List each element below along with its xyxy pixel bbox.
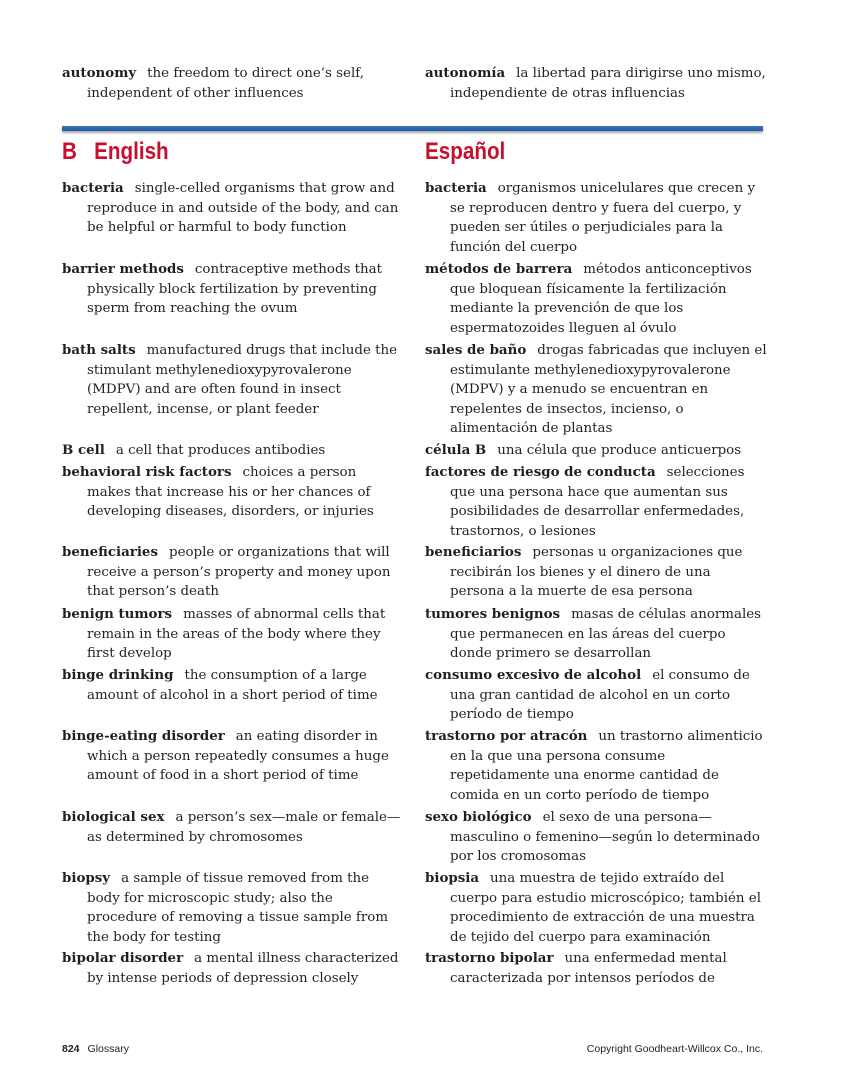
glossary-entry <box>425 605 767 664</box>
glossary-entry <box>62 341 404 419</box>
glossary-definition: un trastorno alimenticio en la que una persona consume repetidamente una enorme cantidad de comida en un corto período de tiempo <box>450 729 763 803</box>
glossary-entry <box>62 666 404 705</box>
glossary-definition: manufactured drugs that include the stimulant methylenedioxypyrovalerone (MDPV) and are often found in insect repellent, incense, or plant feeder <box>87 343 398 417</box>
glossary-definition: métodos anticonceptivos que bloquean físicamente la fertilización mediante la prevención de que los espermatozoides lleguen al óvulo <box>450 262 752 336</box>
glossary-entry <box>62 605 404 664</box>
glossary-term: behavioral risk factors <box>62 464 232 480</box>
glossary-entry <box>425 949 767 988</box>
glossary-term: consumo excesivo de alcohol <box>425 667 642 683</box>
glossary-term: tumores benignos <box>425 606 561 622</box>
page-footer-left <box>62 1043 129 1055</box>
glossary-entry <box>425 543 767 602</box>
glossary-entry <box>62 869 404 947</box>
glossary-term: binge drinking <box>62 667 174 683</box>
glossary-definition: an eating disorder in which a person repeatedly consumes a huge amount of food in a short period of time <box>87 729 389 783</box>
glossary-term: factores de riesgo de conducta <box>425 464 656 480</box>
glossary-definition: people or organizations that will receive a person’s property and money upon that person’s death <box>87 545 391 599</box>
glossary-entry <box>425 666 767 725</box>
glossary-definition: the freedom to direct one’s self, independent of other influences <box>87 66 364 101</box>
glossary-definition: a cell that produces antibodies <box>115 443 326 458</box>
glossary-definition: the consumption of a large amount of alcohol in a short period of time <box>87 668 378 703</box>
glossary-entry <box>425 463 767 541</box>
glossary-term: célula B <box>425 442 487 458</box>
glossary-entry <box>62 949 404 988</box>
glossary-term: sexo biológico <box>425 809 532 825</box>
glossary-entry <box>62 260 404 319</box>
copyright-notice: Copyright Goodheart-Willcox Co., Inc. <box>586 1043 763 1055</box>
section-heading-english <box>62 138 169 166</box>
glossary-definition: choices a person makes that increase his or her chances of developing diseases, disorders, or injuries <box>87 465 374 519</box>
glossary-definition: una muestra de tejido extraído del cuerpo para estudio microscópico; también el procedimiento de extracción de una muestra de tejido del cuerpo para examinación <box>450 871 761 945</box>
section-heading-spanish <box>425 138 505 166</box>
glossary-term: beneficiarios <box>425 544 522 560</box>
glossary-definition: a sample of tissue removed from the body for microscopic study; also the procedure of removing a tissue sample from the body for testing <box>87 871 389 945</box>
glossary-term: autonomía <box>425 65 506 81</box>
glossary-entry <box>425 441 767 461</box>
glossary-term: bipolar disorder <box>62 950 184 966</box>
page-number: 824 <box>62 1043 80 1055</box>
glossary-definition: masses of abnormal cells that remain in the areas of the body where they first develop <box>87 607 386 661</box>
glossary-definition: a mental illness characterized by intense periods of depression closely <box>87 951 399 986</box>
glossary-term: B cell <box>62 442 105 458</box>
glossary-definition: personas u organizaciones que recibirán los bienes y el dinero de una persona a la muerte de esa persona <box>450 545 743 599</box>
glossary-term: biological sex <box>62 809 165 825</box>
glossary-definition: drogas fabricadas que incluyen el estimulante methylenedioxypyrovalerone (MDPV) y a menudo se encuentran en repelentes de insectos, incienso, o alimentación de plantas <box>450 343 767 436</box>
section-title-spanish: Español <box>425 138 506 165</box>
glossary-entry <box>62 543 404 602</box>
footer-section-label: Glossary <box>87 1043 129 1055</box>
glossary-entry <box>62 808 404 847</box>
glossary-entry <box>425 727 767 805</box>
section-letter: B <box>62 138 77 165</box>
glossary-definition: single-celled organisms that grow and reproduce in and outside of the body, and can be helpful or harmful to body function <box>87 181 399 235</box>
glossary-entry <box>425 260 767 338</box>
glossary-definition: a person’s sex—male or female—as determined by chromosomes <box>87 810 401 845</box>
glossary-entry <box>425 808 767 867</box>
glossary-entry <box>62 441 404 461</box>
glossary-definition: una célula que produce anticuerpos <box>497 443 742 458</box>
glossary-term: autonomy <box>62 65 137 81</box>
glossary-definition: selecciones que una persona hace que aumentan sus posibilidades de desarrollar enfermedades, trastornos, o lesiones <box>450 465 745 539</box>
glossary-term: bath salts <box>62 342 136 358</box>
glossary-entry <box>62 727 404 786</box>
glossary-term: biopsy <box>62 870 111 886</box>
glossary-entry <box>425 341 767 439</box>
glossary-definition: la libertad para dirigirse uno mismo, independiente de otras influencias <box>450 66 766 101</box>
glossary-term: biopsia <box>425 870 480 886</box>
glossary-term: binge-eating disorder <box>62 728 225 744</box>
section-divider <box>62 126 763 131</box>
glossary-entry <box>62 463 404 522</box>
glossary-definition: el sexo de una persona—masculino o femenino—según lo determinado por los cromosomas <box>450 810 760 864</box>
glossary-definition: una enfermedad mental caracterizada por intensos períodos de <box>450 951 727 986</box>
glossary-definition: el consumo de una gran cantidad de alcohol en un corto período de tiempo <box>450 668 750 722</box>
glossary-term: trastorno bipolar <box>425 950 554 966</box>
glossary-definition: organismos unicelulares que crecen y se reproducen dentro y fuera del cuerpo, y pueden ser útiles o perjudiciales para la función del cuerpo <box>450 181 756 255</box>
glossary-definition: masas de células anormales que permanecen en las áreas del cuerpo donde primero se desarrollan <box>450 607 762 661</box>
glossary-entry-autonomy <box>62 64 404 103</box>
section-title-english: English <box>94 138 169 165</box>
glossary-term: beneficiaries <box>62 544 158 560</box>
glossary-term: barrier methods <box>62 261 184 277</box>
glossary-term: trastorno por atracón <box>425 728 588 744</box>
glossary-entry <box>425 179 767 257</box>
glossary-definition: contraceptive methods that physically block fertilization by preventing sperm from reaching the ovum <box>87 262 383 316</box>
glossary-term: sales de baño <box>425 342 527 358</box>
glossary-entry <box>425 869 767 947</box>
glossary-entry-autonomia <box>425 64 767 103</box>
glossary-entry <box>62 179 404 238</box>
glossary-term: bacteria <box>62 180 124 196</box>
glossary-term: benign tumors <box>62 606 173 622</box>
glossary-term: bacteria <box>425 180 487 196</box>
glossary-term: métodos de barrera <box>425 261 573 277</box>
